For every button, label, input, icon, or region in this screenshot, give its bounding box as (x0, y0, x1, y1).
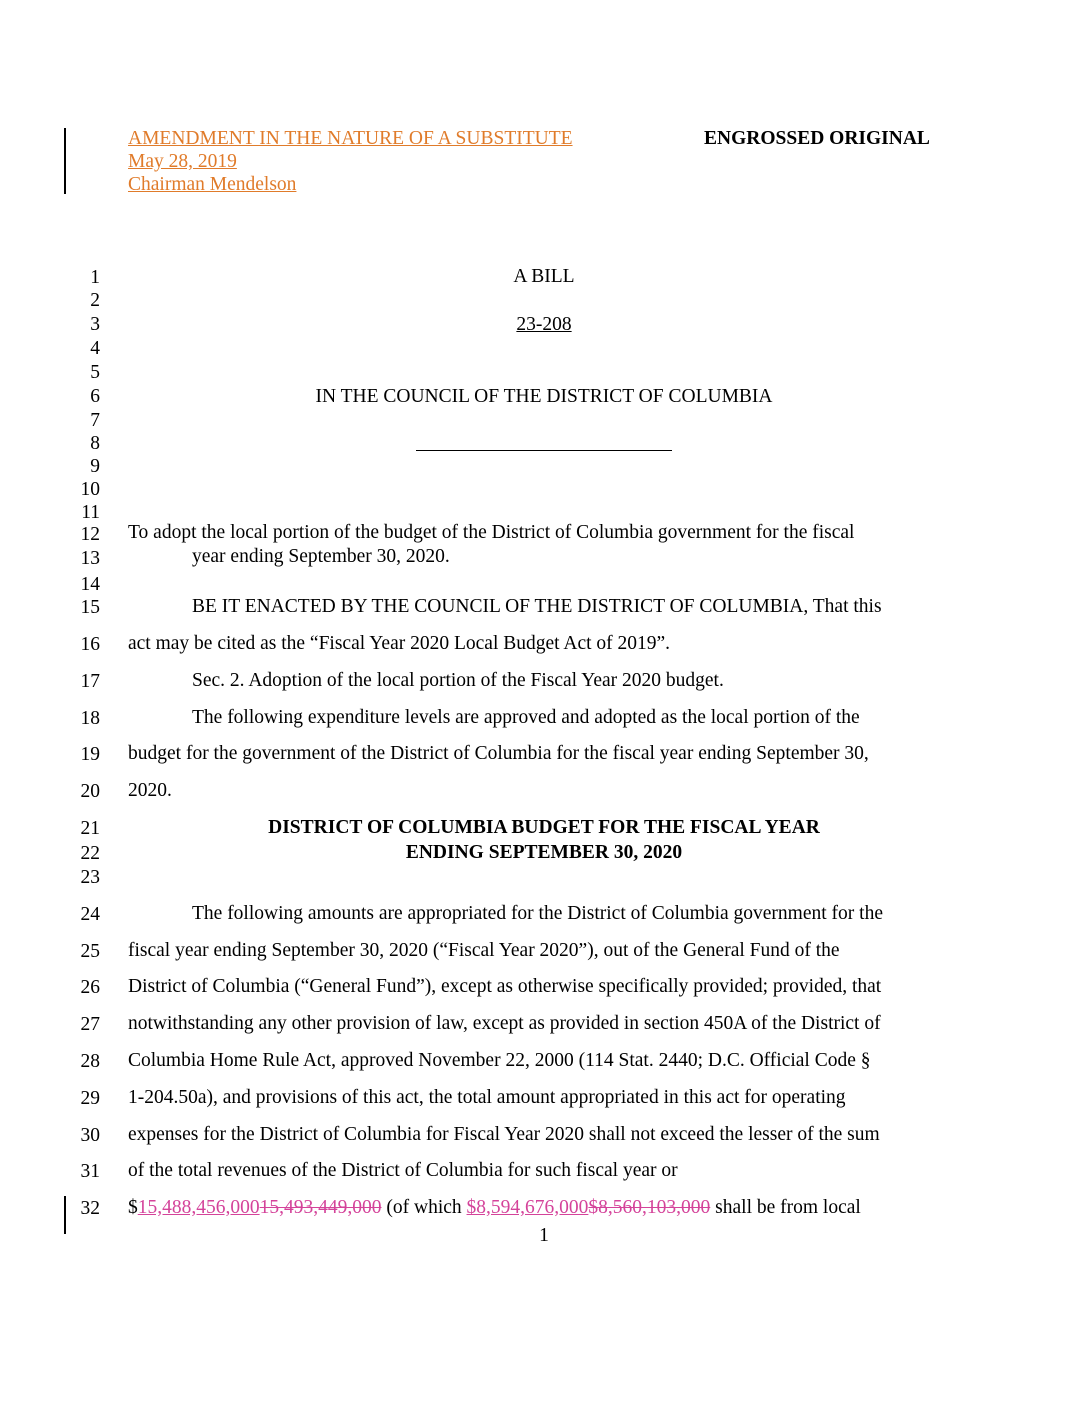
enacting-clause: act may be cited as the “Fiscal Year 2020 Local Budget Act of 2019”. (128, 633, 671, 654)
line-number: 14 (80, 574, 100, 595)
line-number: 10 (80, 479, 100, 500)
line-number: 29 (80, 1088, 100, 1109)
amendment-title: AMENDMENT IN THE NATURE OF A SUBSTITUTE (128, 128, 573, 149)
line-number: 21 (80, 818, 100, 839)
inserted-total: 15,488,456,000 (137, 1197, 260, 1218)
purpose-line: To adopt the local portion of the budget of the District of Columbia government for the fiscal (128, 522, 855, 543)
bill-number: 23-208 (516, 314, 572, 335)
body-text: notwithstanding any other provision of law, except as provided in section 450A of the District of (128, 1013, 881, 1034)
line-number: 22 (80, 843, 100, 864)
line-number: 28 (80, 1051, 100, 1072)
line-number: 23 (80, 867, 100, 888)
section-heading: Sec. 2. Adoption of the local portion of the Fiscal Year 2020 budget. (192, 670, 724, 691)
bill-label: A BILL (513, 266, 575, 287)
text-segment: shall be from local (710, 1197, 861, 1218)
dollar-sign: $ (128, 1197, 138, 1218)
body-text: 1-204.50a), and provisions of this act, the total amount appropriated in this act for operating (128, 1087, 846, 1108)
line-number: 5 (90, 362, 100, 383)
deleted-total: 15,493,449,000 (259, 1197, 382, 1218)
line-number: 25 (80, 941, 100, 962)
body-text: expenses for the District of Columbia for Fiscal Year 2020 shall not exceed the lesser of the sum (128, 1124, 880, 1145)
line-number: 20 (80, 781, 100, 802)
body-text: District of Columbia (“General Fund”), except as otherwise specifically provided; provided, that (128, 976, 882, 997)
line-number: 3 (90, 314, 100, 335)
body-text: Columbia Home Rule Act, approved November 22, 2000 (114 Stat. 2440; D.C. Official Code § (128, 1050, 871, 1071)
line-number: 7 (90, 410, 100, 431)
body-text: The following expenditure levels are approved and adopted as the local portion of the (192, 707, 860, 728)
line-number: 11 (81, 502, 100, 523)
line-number: 26 (80, 977, 100, 998)
line-number: 9 (90, 456, 100, 477)
inserted-local: $8,594,676,000 (466, 1197, 589, 1218)
signature-line (416, 450, 672, 451)
line-number: 2 (90, 290, 100, 311)
text-segment: (of which (381, 1197, 467, 1218)
line-number: 15 (80, 597, 100, 618)
line-number: 4 (90, 338, 100, 359)
line-number: 24 (80, 904, 100, 925)
line-number: 6 (90, 386, 100, 407)
line-number: 19 (80, 744, 100, 765)
purpose-line: year ending September 30, 2020. (192, 546, 450, 567)
body-text-revised (128, 1197, 861, 1219)
revision-bar-header (64, 128, 66, 194)
line-number: 12 (80, 524, 100, 545)
line-number: 13 (80, 548, 100, 569)
enacting-clause: BE IT ENACTED BY THE COUNCIL OF THE DISTRICT OF COLUMBIA, That this (192, 596, 882, 617)
amendment-sponsor: Chairman Mendelson (128, 174, 297, 195)
line-number: 1 (90, 267, 100, 288)
line-number: 31 (80, 1161, 100, 1182)
body-text: The following amounts are appropriated for the District of Columbia government for the (192, 903, 883, 924)
line-number: 17 (80, 671, 100, 692)
line-number: 16 (80, 634, 100, 655)
body-text: of the total revenues of the District of Columbia for such fiscal year or (128, 1160, 678, 1181)
budget-heading: DISTRICT OF COLUMBIA BUDGET FOR THE FISCAL YEAR (268, 817, 820, 838)
body-text: budget for the government of the District of Columbia for the fiscal year ending September 30, (128, 743, 869, 764)
line-number: 30 (80, 1125, 100, 1146)
amendment-date: May 28, 2019 (128, 151, 237, 172)
engrossed-status: ENGROSSED ORIGINAL (704, 128, 930, 149)
body-text: 2020. (128, 780, 172, 801)
body-text: fiscal year ending September 30, 2020 (“Fiscal Year 2020”), out of the General Fund of the (128, 940, 840, 961)
page-number: 1 (539, 1225, 549, 1246)
budget-heading: ENDING SEPTEMBER 30, 2020 (405, 842, 683, 863)
deleted-local: $8,560,103,000 (588, 1197, 711, 1218)
line-number: 27 (80, 1014, 100, 1035)
council-heading: IN THE COUNCIL OF THE DISTRICT OF COLUMBIA (315, 386, 773, 407)
line-number: 8 (90, 433, 100, 454)
line-number: 18 (80, 708, 100, 729)
line-number: 32 (80, 1198, 100, 1219)
